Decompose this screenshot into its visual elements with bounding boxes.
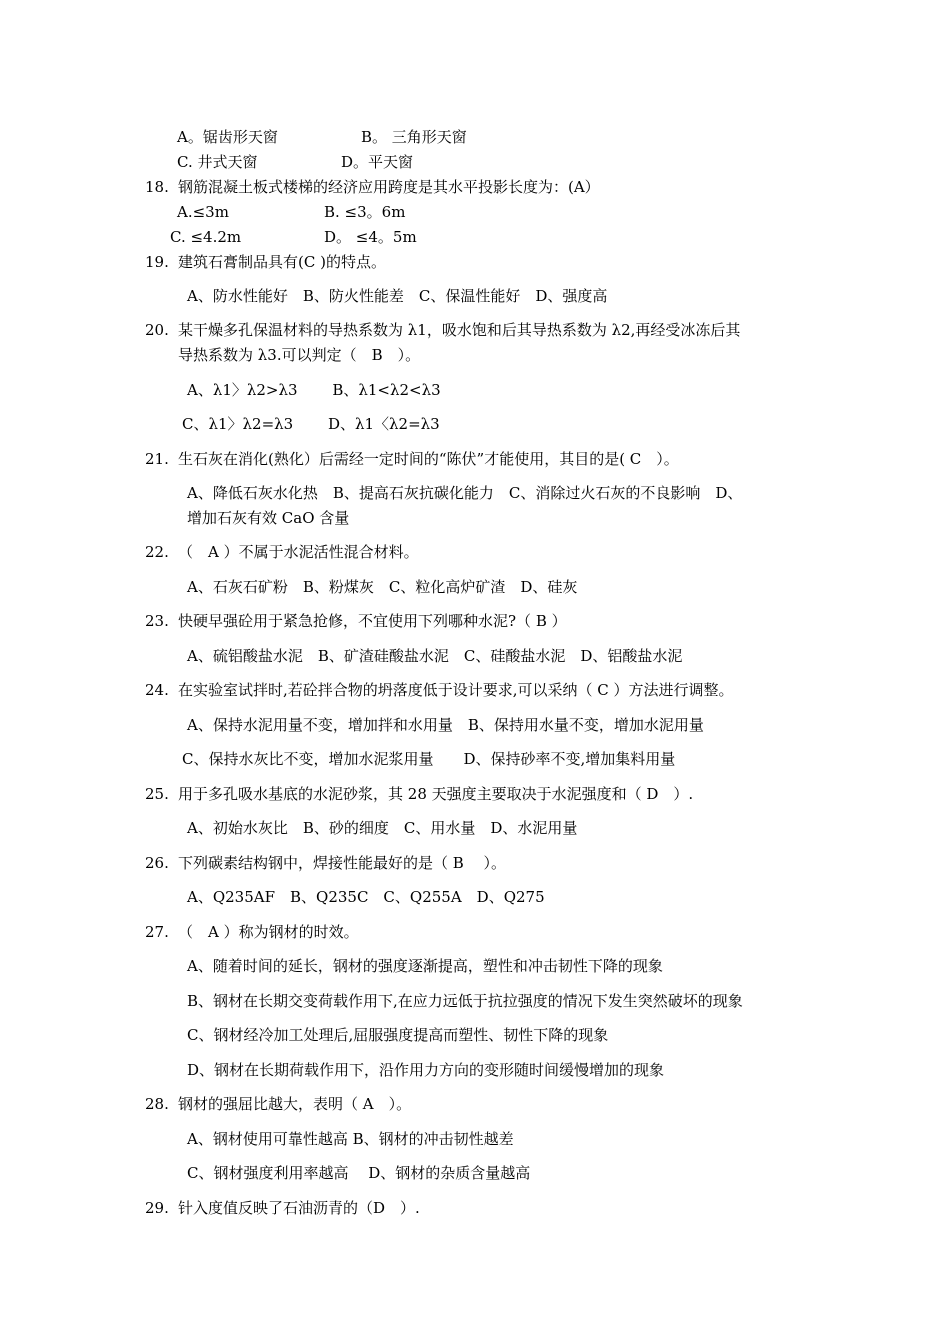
question-text: 钢材的强屈比越大，表明（ A ）。 — [178, 1095, 412, 1113]
question-options: C、λ1〉λ2=λ3 D、λ1〈λ2=λ3 — [182, 415, 440, 433]
question-number: 19. — [145, 253, 169, 271]
option-a: A。锯齿形天窗 — [177, 128, 278, 146]
option-c: C、钢材经冷加工处理后,屈服强度提高而塑性、韧性下降的现象 — [187, 1026, 609, 1044]
question-text-continued: 导热系数为 λ3.可以判定（ B ）。 — [178, 346, 421, 364]
question-text: （ A ）不属于水泥活性混合材料。 — [178, 543, 419, 561]
option-b: B。 三角形天窗 — [361, 128, 467, 146]
question-options: A、Q235AF B、Q235C C、Q255A D、Q275 — [187, 888, 545, 906]
question-options-continued: 增加石灰有效 CaO 含量 — [187, 509, 350, 527]
option-d: D、钢材在长期荷载作用下，沿作用力方向的变形随时间缓慢增加的现象 — [187, 1061, 665, 1079]
question-text: 下列碳素结构钢中，焊接性能最好的是（ B ）。 — [178, 854, 507, 872]
question-number: 29. — [145, 1199, 169, 1217]
question-text: 建筑石膏制品具有(C )的特点。 — [178, 253, 386, 271]
question-options: A、石灰石矿粉 B、粉煤灰 C、粒化高炉矿渣 D、硅灰 — [187, 578, 578, 596]
option-c: C. ≤4.2m — [170, 228, 242, 246]
option-a: A.≤3m — [177, 203, 229, 221]
question-options: A、保持水泥用量不变，增加拌和水用量 B、保持用水量不变，增加水泥用量 — [187, 716, 704, 734]
question-text: 用于多孔吸水基底的水泥砂浆，其 28 天强度主要取决于水泥强度和（ D ）. — [178, 785, 694, 803]
option-d: D。平天窗 — [341, 153, 414, 171]
question-options: A、初始水灰比 B、砂的细度 C、用水量 D、水泥用量 — [187, 819, 578, 837]
question-options: A、防水性能好 B、防火性能差 C、保温性能好 D、强度高 — [187, 287, 608, 305]
option-c: C. 井式天窗 — [177, 153, 258, 171]
question-number: 27. — [145, 923, 169, 941]
question-options: A、降低石灰水化热 B、提高石灰抗碳化能力 C、消除过火石灰的不良影响 D、 — [187, 484, 743, 502]
question-number: 21. — [145, 450, 169, 468]
question-number: 25. — [145, 785, 169, 803]
option-d: D。 ≤4。5m — [324, 228, 417, 246]
question-text: （ A ）称为钢材的时效。 — [178, 923, 359, 941]
option-b: B、钢材在长期交变荷载作用下,在应力远低于抗拉强度的情况下发生突然破坏的现象 — [187, 992, 743, 1010]
question-options: A、钢材使用可靠性越高 B、钢材的冲击韧性越差 — [187, 1130, 514, 1148]
question-number: 20. — [145, 321, 169, 339]
question-options: A、硫铝酸盐水泥 B、矿渣硅酸盐水泥 C、硅酸盐水泥 D、铝酸盐水泥 — [187, 647, 683, 665]
question-number: 22. — [145, 543, 169, 561]
question-text: 钢筋混凝土板式楼梯的经济应用跨度是其水平投影长度为：(A） — [178, 178, 600, 196]
question-number: 23. — [145, 612, 169, 630]
question-number: 18. — [145, 178, 169, 196]
option-b: B. ≤3。6m — [324, 203, 406, 221]
question-number: 26. — [145, 854, 169, 872]
question-number: 24. — [145, 681, 169, 699]
question-number: 28. — [145, 1095, 169, 1113]
question-options: C、保持水灰比不变，增加水泥浆用量 D、保持砂率不变,增加集料用量 — [182, 750, 676, 768]
question-options: C、钢材强度利用率越高 D、钢材的杂质含量越高 — [187, 1164, 531, 1182]
question-text: 快硬早强砼用于紧急抢修，不宜使用下列哪种水泥?（ B ） — [178, 612, 567, 630]
question-text: 某干燥多孔保温材料的导热系数为 λ1，吸水饱和后其导热系数为 λ2,再经受冰冻后其 — [178, 321, 741, 339]
question-text: 在实验室试拌时,若砼拌合物的坍落度低于设计要求,可以采纳（ C ）方法进行调整。 — [178, 681, 734, 699]
question-text: 针入度值反映了石油沥青的（D ）. — [178, 1199, 420, 1217]
question-text: 生石灰在消化(熟化）后需经一定时间的“陈伏”才能使用，其目的是( C ）。 — [178, 450, 679, 468]
question-options: A、λ1〉λ2>λ3 B、λ1<λ2<λ3 — [187, 381, 441, 399]
option-a: A、随着时间的延长，钢材的强度逐渐提高，塑性和冲击韧性下降的现象 — [187, 957, 663, 975]
